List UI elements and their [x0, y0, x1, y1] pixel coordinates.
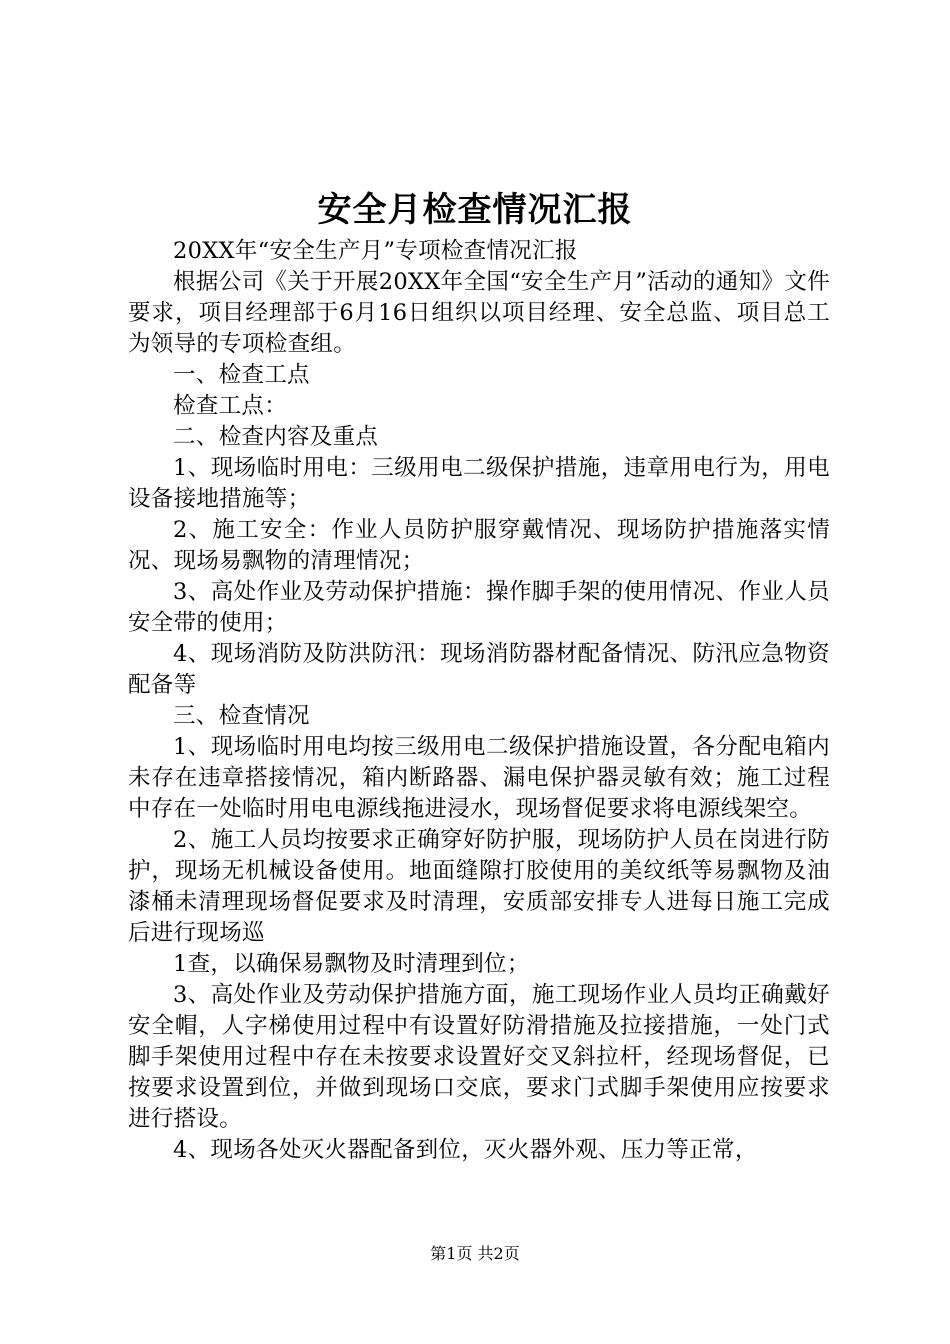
paragraph-item-1: 1、现场临时用电：三级用电二级保护措施，违章用电行为，用电设备接地措施等； — [128, 455, 830, 512]
paragraph-item-4: 4、现场消防及防洪防汛：现场消防器材配备情况、防汛应急物资配备等 — [128, 641, 830, 698]
section-heading-2: 二、检查内容及重点 — [173, 424, 379, 450]
paragraph-item-2: 2、施工安全：作业人员防护服穿戴情况、现场防护措施落实情况、现场易飘物的清理情况； — [128, 517, 830, 574]
paragraph-finding-1: 1、现场临时用电均按三级用电二级保护措施设置，各分配电箱内未存在违章搭接情况，箱内断路器、漏电保护器灵敏有效；施工过程中存在一处临时用电电源线拖进浸水，现场督促要求将电源线架空。 — [128, 734, 830, 822]
paragraph-finding-2: 2、施工人员均按要求正确穿好防护服，现场防护人员在岗进行防护，现场无机械设备使用。地面缝隙打胶使用的美纹纸等易飘物及油漆桶未清理现场督促要求及时清理，安质部安排专人进每日施工完成后进行现场巡 — [128, 827, 830, 946]
paragraph-subtitle: 20XX年“安全生产月”专项检查情况汇报 — [173, 238, 578, 264]
paragraph-inspection-site: 检查工点： — [173, 393, 288, 419]
paragraph-finding-2-cont: 1查，以确保易飘物及时清理到位； — [173, 951, 530, 977]
document-body — [128, 236, 830, 1166]
paragraph-finding-3: 3、高处作业及劳动保护措施方面，施工现场作业人员均正确戴好安全帽，人字梯使用过程中有设置好防滑措施及拉接措施，一处门式脚手架使用过程中存在未按要求设置好交叉斜拉杆，经现场督促，已按要求设置到位，并做到现场口交底，要求门式脚手架使用应按要求进行搭设。 — [128, 982, 830, 1132]
paragraph-finding-4: 4、现场各处灭火器配备到位，灭火器外观、压力等正常， — [173, 1137, 758, 1163]
paragraph-intro: 根据公司《关于开展20XX年全国“安全生产月”活动的通知》文件要求，项目经理部于6月16日组织以项目经理、安全总监、项目总工为领导的专项检查组。 — [128, 269, 830, 357]
section-heading-1: 一、检查工点 — [173, 362, 310, 388]
paragraph-item-3: 3、高处作业及劳动保护措施：操作脚手架的使用情况、作业人员安全带的使用； — [128, 579, 830, 636]
page-footer: 第1页 共2页 — [430, 1244, 520, 1263]
document-title: 安全月检查情况汇报 — [317, 190, 633, 230]
section-heading-3: 三、检查情况 — [173, 703, 310, 729]
